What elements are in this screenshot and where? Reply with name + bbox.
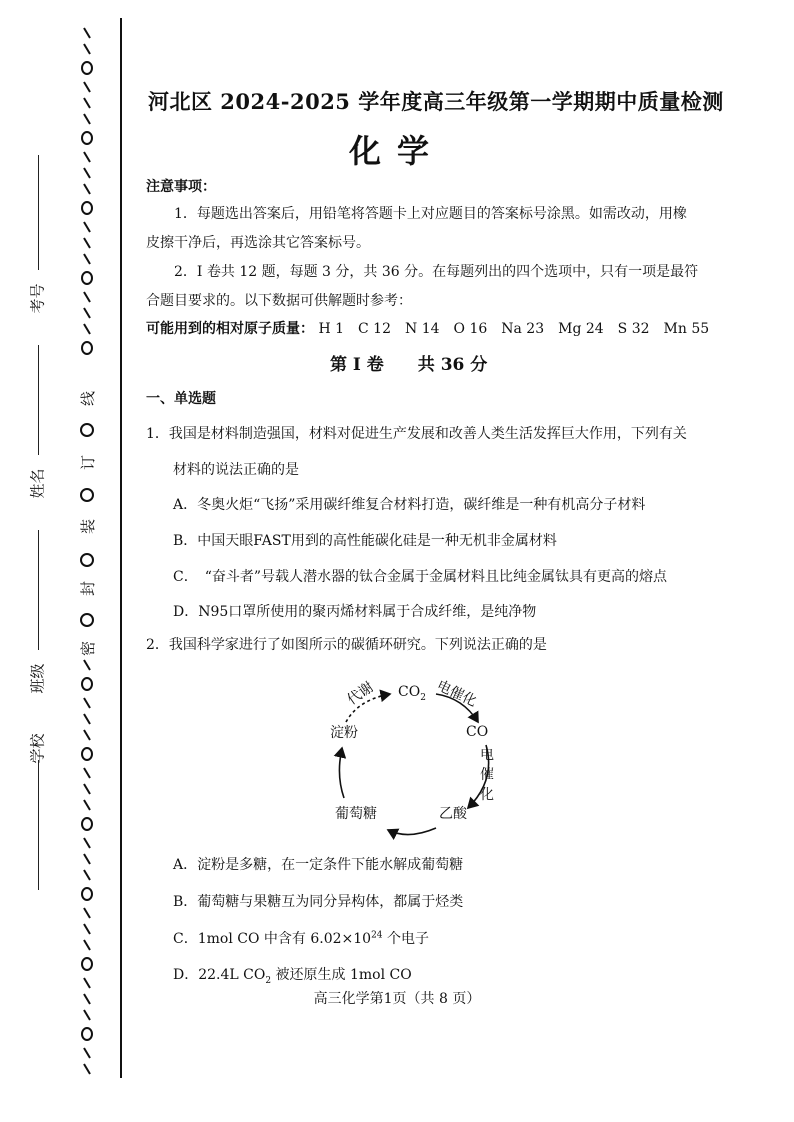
arrow-glucose-starch [339,748,344,798]
seal-word-secret: 密 [79,640,98,657]
label-metabolism: 代谢 [344,679,377,709]
class-underline [38,530,39,650]
school-label: 学校 [28,733,47,764]
q2-option-c: C．1mol CO 中含有 $6.02\times 10^{24}$ 个电子 [173,930,429,947]
seal-word-bind: 装 [79,518,98,535]
q1-option-d: D．N95口罩所使用的聚丙烯材料属于合成纤维，是纯净物 [173,604,537,620]
q2-option-a: A．淀粉是多糖，在一定条件下能水解成葡萄糖 [173,857,464,873]
question-type-title: 一、单选题 [146,391,216,407]
node-acetic-acid: 乙酸 [439,806,467,822]
q1-option-b: B．中国天眼FAST用到的高性能碳化硅是一种无机非金属材料 [173,533,557,549]
seal-word-line: 线 [79,390,98,407]
seal-word-order: 订 [79,454,98,471]
q2-option-b: B．葡萄糖与果糖互为同分异构体，都属于烃类 [173,894,464,910]
q2-stem: 2．我国科学家进行了如图所示的碳循环研究。下列说法正确的是 [146,637,547,653]
label-electrocatalysis-side-3: 化 [480,787,494,803]
exam-no-label: 考号 [28,283,47,314]
q1-stem-line1: 1．我国是材料制造强国，材料对促进生产发展和改善人类生活发挥巨大作用，下列有关 [146,426,687,442]
name-label: 姓名 [28,468,47,499]
q1-option-c: C． “奋斗者”号载人潜水器的钛合金属于金属材料且比纯金属钛具有更高的熔点 [173,569,668,585]
notice-item2-line2: 合题目要求的。以下数据可供解题时参考： [146,293,412,309]
label-electrocatalysis-side-1: 电 [480,747,494,763]
q1-option-a: A．冬奥火炬“飞扬”采用碳纤维复合材料打造，碳纤维是一种有机高分子材料 [173,497,646,513]
q1-stem-line2: 材料的说法正确的是 [173,462,299,478]
notice-item1-line1: 1．每题选出答案后，用铅笔将答题卡上对应题目的答案标号涂黑。如需改动，用橡 [174,206,687,222]
volume-title: 第 I 卷 共 36 分 [330,355,488,375]
seal-line [70,20,110,1080]
notice-item1-line2: 皮擦干净后，再选涂其它答案标号。 [146,235,370,251]
notice-item2-line1: 2．I 卷共 12 题，每题 3 分，共 36 分。在每题列出的四个选项中，只有一项是最符 [174,264,699,280]
page-footer: 高三化学第1页（共 8 页） [313,991,481,1007]
name-underline [38,345,39,455]
notice-heading: 注意事项： [146,179,216,195]
school-underline [38,760,39,890]
binding-rule [120,18,122,1078]
exam-title: 河北区 2024-2025 学年度高三年级第一学期期中质量检测 [148,89,724,114]
node-glucose: 葡萄糖 [335,806,377,822]
q2-option-d: D．22.4L $CO_2$ 被还原生成 1mol CO [173,967,412,986]
cycle-arrows [318,680,538,860]
node-co: CO [466,724,489,740]
atomic-mass-values: H 1 C 12 N 14 O 16 Na 23 Mg 24 S 32 Mn 55 [318,321,710,337]
arrow-acetic-glucose [388,828,436,835]
class-label: 班级 [28,663,47,694]
subject-title: 化学 [348,132,445,170]
label-electrocatalysis-top: 电催化 [434,677,479,711]
node-starch: 淀粉 [330,725,358,741]
exam-no-underline [38,155,39,270]
atomic-mass-line [146,318,709,338]
node-co2: $CO_2$ [398,684,426,703]
label-electrocatalysis-side-2: 催 [480,767,494,783]
atomic-mass-label: 可能用到的相对原子质量： [146,321,314,337]
seal-word-seal: 封 [79,580,98,597]
